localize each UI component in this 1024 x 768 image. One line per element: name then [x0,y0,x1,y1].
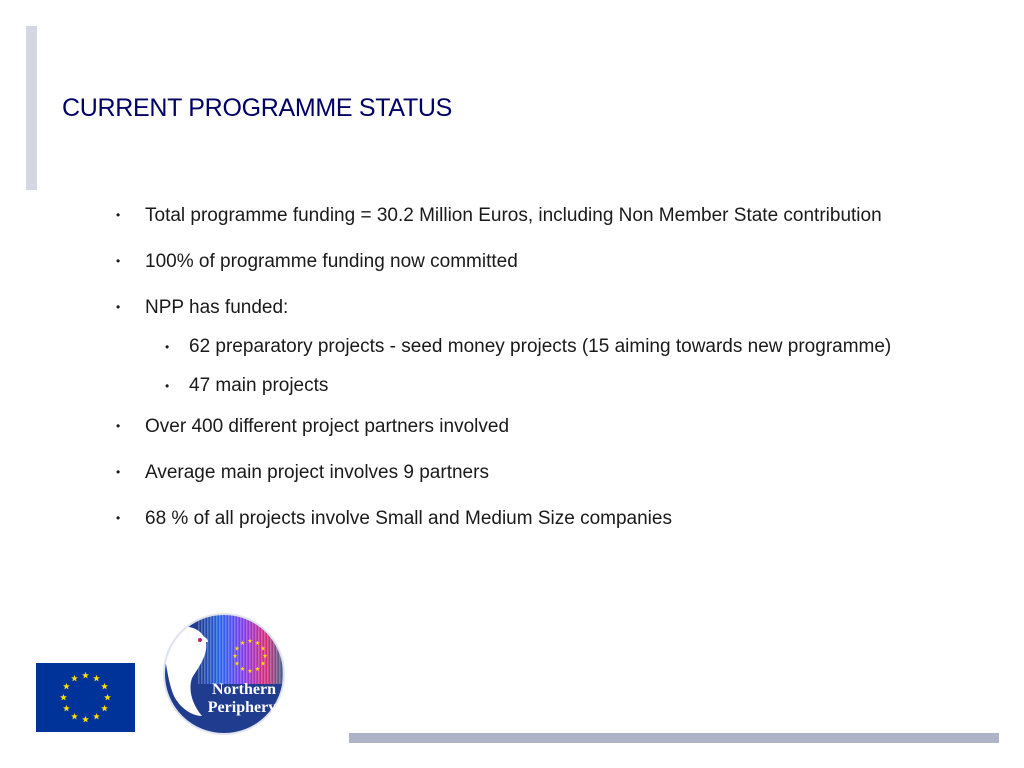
sub-bullet-dot-icon: • [165,340,170,354]
sub-bullet-text: 62 preparatory projects - seed money projects (15 aiming towards new programme) [189,336,892,357]
star-icon [60,694,67,701]
star-icon [93,675,100,682]
bottom-accent-bar [349,733,999,743]
bullet-dot-icon: • [116,419,121,433]
bullet-text: Total programme funding = 30.2 Million Euros, including Non Member State contribution [145,205,882,226]
logo-text-periphery: Periphery [207,699,277,716]
left-accent-bar [26,26,37,190]
star-icon [82,716,89,723]
bullet-text: 100% of programme funding now committed [145,251,518,272]
bullet-item [112,244,912,279]
bullet-dot-icon: • [116,208,121,222]
bullet-text: NPP has funded: [145,297,289,318]
bullet-text: 68 % of all projects involve Small and Medium Size companies [145,508,672,529]
bullet-text: Average main project involves 9 partners [145,462,489,483]
logo-text-northern: Northern [212,681,276,698]
bullet-dot-icon: • [116,465,121,479]
sub-bullet-item [112,331,912,363]
sub-bullet-text: 47 main projects [189,375,329,396]
bullet-dot-icon: • [116,254,121,268]
star-icon [101,705,108,712]
bullet-list [112,198,912,547]
star-icon [104,694,111,701]
bullet-dot-icon: • [116,511,121,525]
sub-bullet-item [112,370,912,402]
star-icon [82,672,89,679]
sub-bullet-dot-icon: • [165,379,170,393]
bullet-item [112,290,912,402]
bullet-item [112,409,912,444]
northern-periphery-logo [162,612,286,736]
eu-stars-icon [36,663,135,732]
bullet-item [112,501,912,536]
star-icon [71,713,78,720]
star-icon [93,713,100,720]
eu-flag-icon [36,663,135,732]
star-icon [71,675,78,682]
bullet-item [112,198,912,233]
bullet-text: Over 400 different project partners involved [145,416,510,437]
star-icon [63,683,70,690]
bullet-dot-icon: • [116,300,121,314]
sub-bullet-list [112,331,912,402]
bullet-item [112,455,912,490]
star-icon [63,705,70,712]
slide-title: CURRENT PROGRAMME STATUS [62,94,453,122]
star-icon [101,683,108,690]
